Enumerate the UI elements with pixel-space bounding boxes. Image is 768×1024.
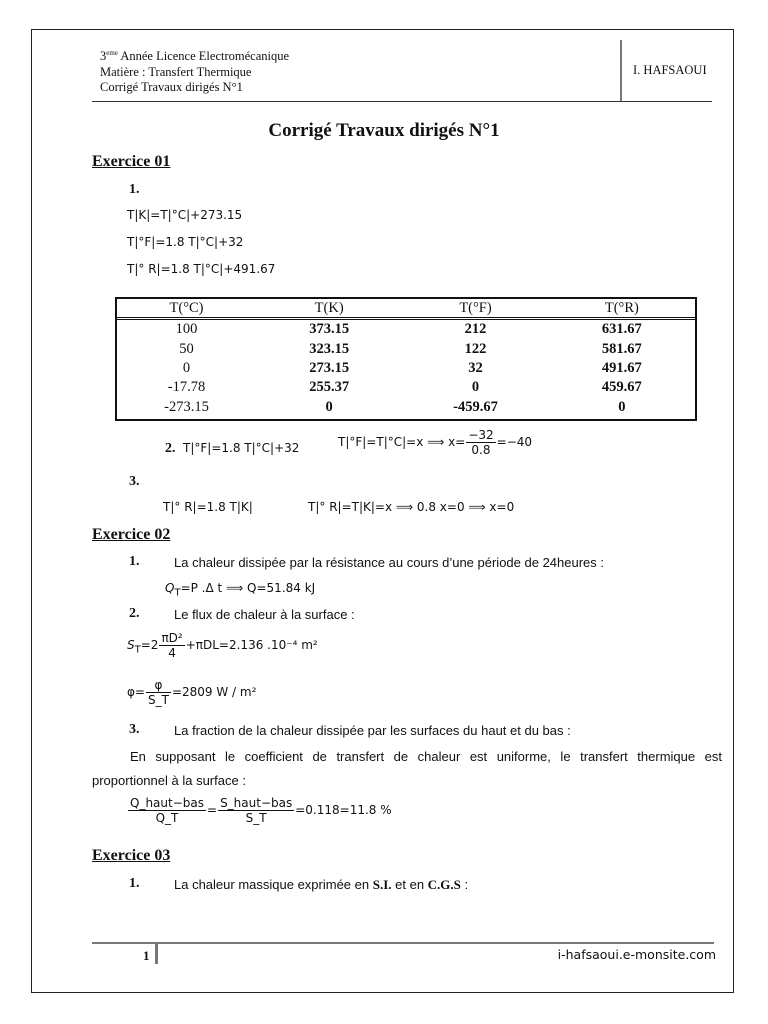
table-row xyxy=(117,339,695,358)
fraction-numerator: S_haut−bas xyxy=(220,796,293,810)
ex1-formula-rankine: T|° R|=1.8 T|°C|+491.67 xyxy=(127,262,276,276)
table-cell: 50 xyxy=(179,340,194,357)
header-doc-title: Corrigé Travaux dirigés N°1 xyxy=(100,80,243,95)
ex1-formula-fahrenheit: T|°F|=1.8 T|°C|+32 xyxy=(127,235,244,249)
table-cell: 0 xyxy=(471,379,480,396)
table-cell: -17.78 xyxy=(167,379,206,396)
footer-rule xyxy=(92,942,714,944)
ex2-question-2-number: 2. xyxy=(129,606,140,621)
ex1-question-2-number: 2. xyxy=(165,441,176,456)
table-row xyxy=(117,398,695,417)
ex1-formula-rankine-equality: T|° R|=T|K|=x ⟹ 0.8 x=0 ⟹ x=0 xyxy=(308,500,515,514)
ex2-question-1-text: La chaleur dissipée par la résistance au cours d’une période de 24heures : xyxy=(174,555,604,570)
page-number: 1 xyxy=(143,948,150,963)
table-cell: 273.15 xyxy=(309,359,350,376)
ex1-question-1-number: 1. xyxy=(129,182,140,197)
table-cell: 212 xyxy=(464,321,487,338)
fraction-denominator: S_T xyxy=(245,811,267,825)
ex1-question-3-number: 3. xyxy=(129,474,140,489)
table-cell: 373.15 xyxy=(309,321,350,338)
page-number-bar xyxy=(155,944,158,964)
page-title: Corrigé Travaux dirigés N°1 xyxy=(268,120,500,141)
ex2-formula-fraction: $\frac{\text{Q\_haut−bas}}{Q\_T}$ = $\frac{\text{S\_haut−bas}}{S\_T}$ =0.118=11.8 % xyxy=(130,796,392,825)
table-row xyxy=(117,378,695,397)
table-cell: 122 xyxy=(464,340,487,357)
table-row xyxy=(117,359,695,378)
ex3-question-1-number: 1. xyxy=(129,876,140,891)
exercise-1-heading: Exercice 01 xyxy=(92,153,171,170)
header-level: 3eme Année Licence Electromécanique xyxy=(100,49,290,64)
fraction-numerator: −32 xyxy=(468,428,494,442)
ex2-question-3-number: 3. xyxy=(129,722,140,737)
ex2-formula-heat: $Q_T=P$ .Δ t ⟹ Q=51.84 kJ xyxy=(165,581,316,599)
ex3-question-1-text: La chaleur massique exprimée en S.I. et en C.G.S : xyxy=(174,877,469,892)
ex2-question-3-text: La fraction de la chaleur dissipée par les surfaces du haut et du bas : xyxy=(174,723,571,738)
fraction-denominator: S_T xyxy=(147,693,169,707)
table-cell: 323.15 xyxy=(309,340,350,357)
table-cell: 581.67 xyxy=(601,340,642,357)
table-cell: -459.67 xyxy=(453,398,498,415)
table-cell: 459.67 xyxy=(601,379,642,396)
header-subject: Matière : Transfert Thermique xyxy=(100,64,252,79)
table-cell: 255.37 xyxy=(309,379,350,396)
table-header-row xyxy=(117,299,695,320)
table-header-kelvin: T(K) xyxy=(314,299,344,316)
fraction-denominator: 4 xyxy=(168,646,176,660)
table-row xyxy=(117,320,695,339)
ex2-paragraph: En supposant le coefficient de transfert de chaleur est uniforme, le transfert thermique est proportionnel à la surface : xyxy=(92,749,722,788)
document-header xyxy=(100,46,289,96)
ex1-formula-rankine-kelvin: T|° R|=1.8 T|K| xyxy=(163,500,253,514)
author-name: I. HAFSAOUI xyxy=(633,63,707,77)
ex1-formula-kelvin: T|K|=T|°C|+273.15 xyxy=(127,208,243,222)
fraction-numerator: Q_haut−bas xyxy=(130,796,204,810)
table-cell: 100 xyxy=(175,321,198,338)
ex2-formula-surface: $S_T=2$ $\frac{\text{πD²}}{4}$ +πDL=2.136 .10⁻⁴ m² xyxy=(127,631,318,660)
table-header-celsius: T(°C) xyxy=(169,299,204,316)
fraction-numerator: φ xyxy=(146,678,171,693)
exercise-2-heading: Exercice 02 xyxy=(92,526,171,543)
fraction-denominator: Q_T xyxy=(155,811,179,825)
header-rule xyxy=(92,101,712,102)
table-header-fahrenheit: T(°F) xyxy=(459,299,492,316)
table-cell: 0 xyxy=(182,359,191,376)
table-cell: 32 xyxy=(468,359,483,376)
ex2-question-1-number: 1. xyxy=(129,554,140,569)
table-header-rankine: T(°R) xyxy=(604,299,639,316)
table-cell: 0 xyxy=(325,398,333,415)
ex1-formula-fahrenheit-2: T|°F|=1.8 T|°C|+32 xyxy=(183,441,300,455)
header-separator xyxy=(620,40,622,102)
exercise-3-heading: Exercice 03 xyxy=(92,847,171,864)
table-cell: 491.67 xyxy=(601,359,642,376)
footer-website: i-hafsaoui.e-monsite.com xyxy=(557,947,716,962)
ex2-formula-flux: φ= $\frac{\varphi}{S\_T}$ =2809 W / m² xyxy=(127,678,257,707)
table-cell: 0 xyxy=(618,398,626,415)
ex2-question-2-text: Le flux de chaleur à la surface : xyxy=(174,607,355,622)
table-cell: -273.15 xyxy=(164,398,209,415)
fraction-denominator: 0.8 xyxy=(471,443,491,457)
fraction-numerator: πD² xyxy=(161,631,183,645)
temperature-table xyxy=(115,297,697,421)
ex1-equality-equation: T|°F|=T|°C|=x ⟹ x= $\frac{-32}{0.8}$ =−40 xyxy=(338,428,533,457)
table-cell: 631.67 xyxy=(601,321,642,338)
